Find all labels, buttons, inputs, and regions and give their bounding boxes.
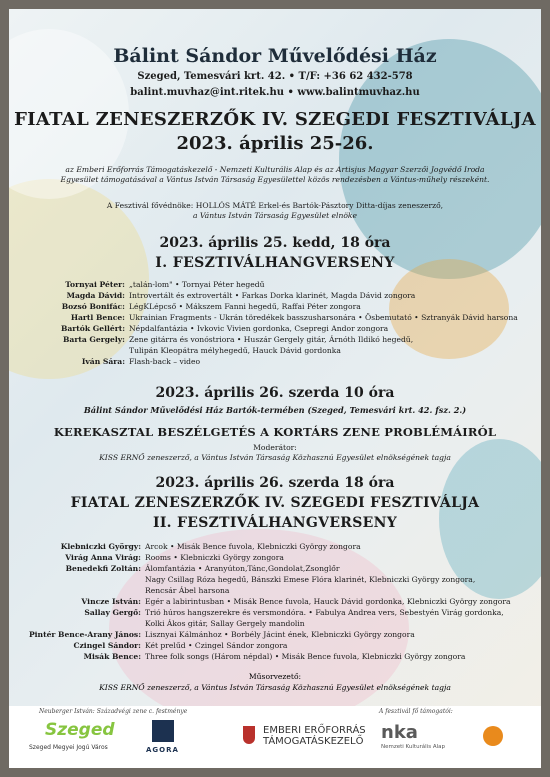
sponsors-label: A fesztivál fő támogatói: xyxy=(379,708,453,715)
program-row xyxy=(29,323,529,334)
session2-moderator-label: Moderátor: xyxy=(253,443,297,452)
program-composer: Barta Gergely: xyxy=(63,335,125,344)
program-row xyxy=(29,596,529,607)
program-work: Álomfantázia • Aranyúton,Tánc,Gondolat,Zsonglőr xyxy=(145,564,340,573)
hungarian-crest-icon xyxy=(243,726,255,744)
program-composer: Benedekfi Zoltán: xyxy=(65,564,141,573)
program-composer: Czingel Sándor: xyxy=(73,641,141,650)
program-row xyxy=(29,629,529,640)
concert2-program xyxy=(29,541,529,662)
program-work: Arcok • Misák Bence fuvola, Klebniczki György zongora xyxy=(145,542,361,551)
program-work: Kolki Ákos gitár, Sallay Gergely mandolin xyxy=(145,619,305,628)
festival-intro: az Emberi Erőforrás Támogatáskezelő - Nemzeti Kulturális Alap és az Artisjus Magyar Szerzői Jogvédő Iroda Egyesület támogatásával a Vántus István Társaság Egyesülettel közös rendezésben a Vántus-műhely részeként. xyxy=(60,165,490,184)
program-row xyxy=(29,279,529,290)
program-composer: Vincze István: xyxy=(81,597,141,606)
program-work: Trió húros hangszerekre és versmondóra. • Fabulya Andrea vers, Sebestyén Virág gordonka, xyxy=(145,608,504,617)
emberi-line2: TÁMOGATÁSKEZELŐ xyxy=(263,736,364,747)
program-composer: Hartl Bence: xyxy=(70,313,125,322)
program-row xyxy=(29,651,529,662)
program-row xyxy=(29,574,529,585)
program-row xyxy=(29,301,529,312)
program-work: Introvertált és extrovertált • Farkas Dorka klarinét, Magda Dávid zongora xyxy=(129,291,416,300)
program-work: Flash-back – video xyxy=(129,357,201,366)
program-row xyxy=(29,312,529,323)
concert2-title: FIATAL ZENESZERZŐK IV. SZEGEDI FESZTIVÁLJA xyxy=(70,495,480,511)
venue-contact: balint.muvhaz@int.ritek.hu • www.balintmuvhaz.hu xyxy=(130,87,420,98)
concert1-program xyxy=(29,279,529,367)
program-work: LégKLépcső • Mákszem Fanni hegedű, Raffai Péter zongora xyxy=(129,302,361,311)
program-composer: Tornyai Péter: xyxy=(65,280,125,289)
program-row xyxy=(29,334,529,345)
program-work: „talán-lom" • Tornyai Péter hegedű xyxy=(129,280,265,289)
program-work: Két prelűd • Czingel Sándor zongora xyxy=(145,641,288,650)
program-composer: Magda Dávid: xyxy=(66,291,125,300)
szeged-logo: Szeged xyxy=(45,720,115,740)
sponsor-footer xyxy=(9,706,541,768)
program-row xyxy=(29,356,529,367)
nka-logo: nka xyxy=(381,722,418,743)
agora-logo-text: AGORA xyxy=(146,746,179,754)
concert2-subtitle: II. FESZTIVÁLHANGVERSENY xyxy=(152,515,398,531)
festival-title: FIATAL ZENESZERZŐK IV. SZEGEDI FESZTIVÁLJA xyxy=(14,109,536,130)
program-work: Ukrainian Fragments - Ukrán töredékek basszusharsonára • Ösbemutató • Sztranyák Dávid harsona xyxy=(129,313,518,322)
szeged-logo-subtitle: Szeged Megyei Jogú Város xyxy=(29,744,108,751)
concert2-host-label: Műsorvezető: xyxy=(248,672,302,681)
session2-date: 2023. április 26. szerda 10 óra xyxy=(155,385,395,401)
program-work: Nagy Csillag Róza hegedű, Bánszki Emese Flóra klarinét, Klebniczki György zongora, xyxy=(145,575,476,584)
emberi-line1: EMBERI ERŐFORRÁS xyxy=(263,725,366,736)
program-work: Egér a labirintusban • Misák Bence fuvola, Hauck Dávid gordonka, Klebniczki György zongora xyxy=(145,597,511,606)
program-work: Lisznyai Kálmánhoz • Borbély Jácint ének, Klebniczki György zongora xyxy=(145,630,415,639)
concert2-date: 2023. április 26. szerda 18 óra xyxy=(155,475,395,491)
venue-address: Szeged, Temesvári krt. 42. • T/F: +36 62 432-578 xyxy=(137,71,413,82)
program-row xyxy=(29,607,529,618)
program-work: Three folk songs (Három népdal) • Misák Bence fuvola, Klebniczki György zongora xyxy=(145,652,466,661)
program-work: Rencsár Ábel harsona xyxy=(145,586,230,595)
poster-content xyxy=(9,9,541,689)
program-composer: Bartók Gellért: xyxy=(60,324,125,333)
venue-name: Bálint Sándor Művelődési Ház xyxy=(113,45,437,67)
concert1-date: 2023. április 25. kedd, 18 óra xyxy=(159,235,391,251)
vantus-logo-icon xyxy=(483,726,503,746)
program-work: Zene gitárra és vonóstriora • Huszár Gergely gitár, Árnóth Ildikó hegedű, xyxy=(129,335,414,344)
program-row xyxy=(29,563,529,574)
program-row xyxy=(29,345,529,356)
program-composer: Sallay Gergő: xyxy=(84,608,141,617)
program-row xyxy=(29,585,529,596)
festival-patron: A Fesztivál fővédnöke: HOLLÓS MÁTÉ Erkel-és Bartók-Pásztory Ditta-díjas zeneszerző, xyxy=(106,201,444,210)
program-composer: Klebniczki György: xyxy=(60,542,141,551)
session2-moderator: KISS ERNŐ zeneszerző, a Vántus István Társaság Közhasznú Egyesület elnökségének tagja xyxy=(99,453,451,462)
program-row xyxy=(29,640,529,651)
session2-title: KEREKASZTAL BESZÉLGETÉS A KORTÁRS ZENE PROBLÉMÁIRÓL xyxy=(53,425,497,439)
agora-logo-icon xyxy=(152,720,174,742)
festival-dates: 2023. április 25-26. xyxy=(176,133,374,154)
program-composer: Pintér Bence-Arany János: xyxy=(28,630,141,639)
program-work: Rooms • Klebniczki György zongora xyxy=(145,553,284,562)
festival-patron-role: a Vántus István Társaság Egyesület elnöke xyxy=(192,211,358,220)
program-row xyxy=(29,290,529,301)
concert2-host: KISS ERNŐ zeneszerző, a Vántus István Társaság Közhasznú Egyesület elnökségének tagja xyxy=(99,683,451,692)
program-row xyxy=(29,552,529,563)
poster xyxy=(9,9,541,768)
program-row xyxy=(29,541,529,552)
program-composer: Iván Sára: xyxy=(81,357,125,366)
program-work: Népdalfantázia • Ivkovic Vivien gordonka, Csepregi Andor zongora xyxy=(129,324,389,333)
program-composer: Virág Anna Virág: xyxy=(65,553,141,562)
program-composer: Bozsó Bonifác: xyxy=(61,302,125,311)
painting-credit: Neuberger István: Századvégi zene c. festménye xyxy=(39,708,188,715)
program-composer: Misák Bence: xyxy=(83,652,141,661)
nka-logo-subtitle: Nemzeti Kulturális Alap xyxy=(381,744,446,750)
concert1-title: I. FESZTIVÁLHANGVERSENY xyxy=(155,255,395,271)
program-row xyxy=(29,618,529,629)
program-work: Tulipán Kleopátra mélyhegedű, Hauck Dávid gordonka xyxy=(129,346,341,355)
emberi-eroforras-logo xyxy=(263,725,366,747)
session2-venue: Bálint Sándor Művelődési Ház Bartók-termében (Szeged, Temesvári krt. 42. fsz. 2.) xyxy=(83,405,467,415)
